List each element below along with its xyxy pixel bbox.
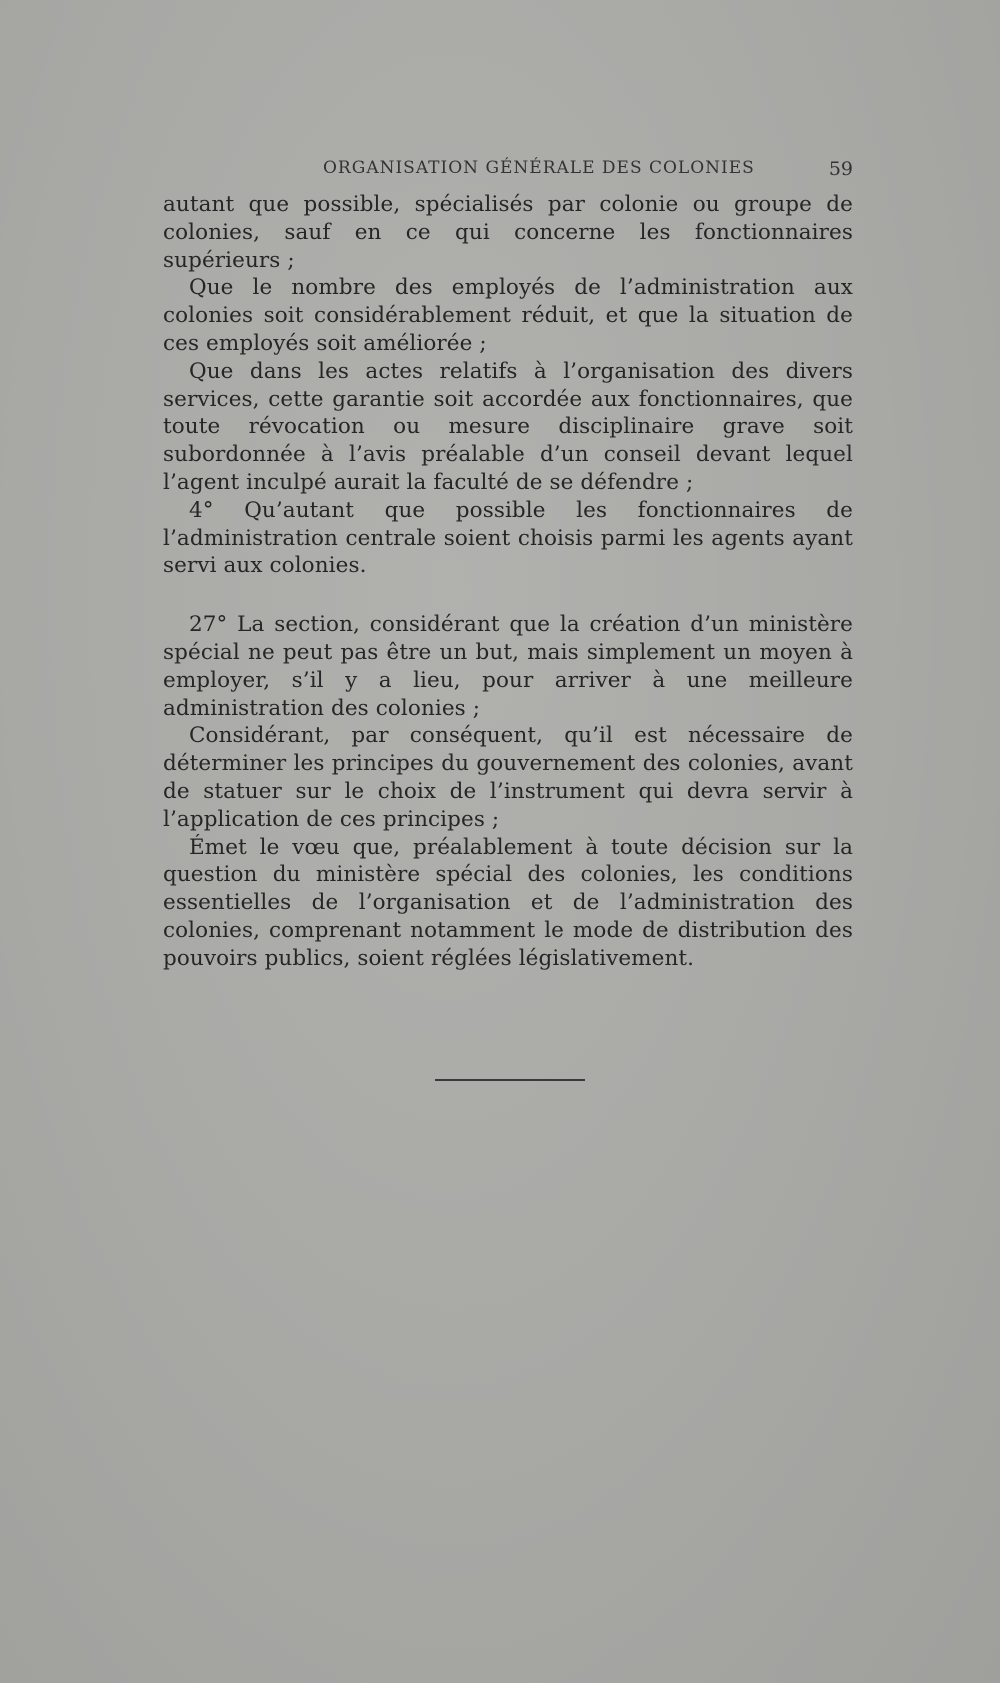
page-number: 59 xyxy=(828,158,853,180)
paragraph-central-administration: 4° Qu’autant que possible les fonctionnaires de l’administration centrale soient choisis parmi les agents ayant servi aux colonies. xyxy=(163,497,853,579)
running-head xyxy=(163,158,853,184)
paragraph-guarantee: Que dans les actes relatifs à l’organisation des divers services, cette garantie soit accordée aux fonctionnaires, que toute révocation ou mesure disciplinaire grave soit subordonnée à l’avis préalable d’un conseil devant lequel l’agent inculpé aurait la faculté de se défendre ; xyxy=(163,358,853,495)
paragraph-emet-le-voeu: Émet le vœu que, préalablement à toute décision sur la question du ministère spécial des colonies, les conditions essentielles de l’organisation et de l’administration des colonies, comprenant notamment le mode de distribution des pouvoirs publics, soient réglées législativement. xyxy=(163,834,853,971)
paragraph-considerant: Considérant, par conséquent, qu’il est nécessaire de déterminer les principes du gouvernement des colonies, avant de statuer sur le choix de l’instrument qui devra servir à l’application de ces principes ; xyxy=(163,723,853,832)
paragraph-employees: Que le nombre des employés de l’administration aux colonies soit considérablement réduit, et que la situation de ces employés soit améliorée ; xyxy=(163,275,853,356)
end-rule-divider xyxy=(435,1079,585,1081)
paragraph-continuation: autant que possible, spécialisés par colonie ou groupe de colonies, sauf en ce qui concerne les fonctionnaires supérieurs ; xyxy=(163,192,853,273)
paragraph-section-27: 27° La section, considérant que la création d’un ministère spécial ne peut pas être un but, mais simplement un moyen à employer, s’il y a lieu, pour arriver à une meilleure administration des colonies ; xyxy=(163,612,853,721)
body-text xyxy=(163,191,853,973)
running-head-title: ORGANISATION GÉNÉRALE DES COLONIES xyxy=(323,158,755,178)
